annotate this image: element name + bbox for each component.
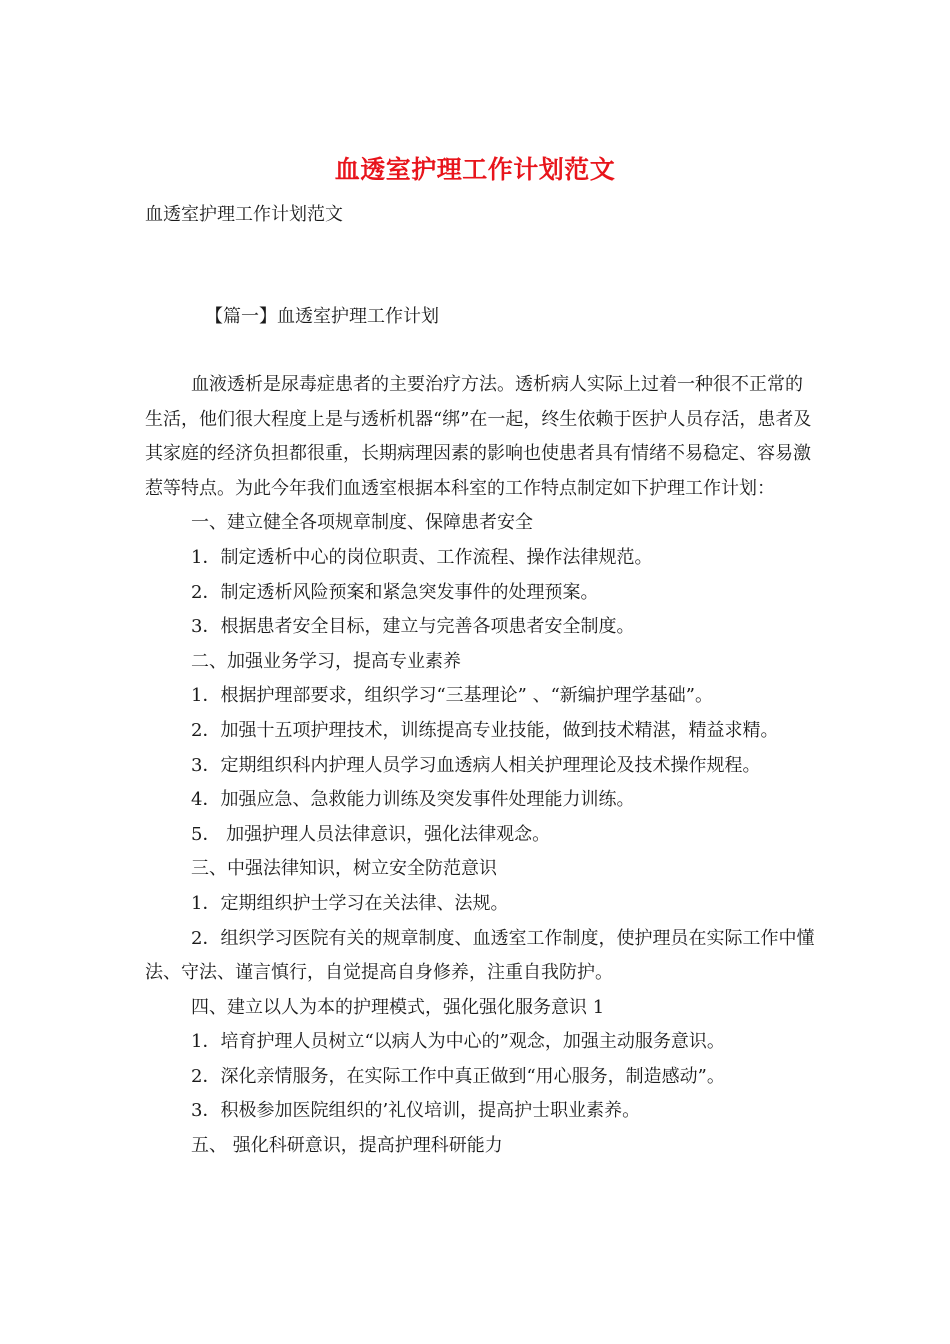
document-subtitle: 血透室护理工作计划范文 <box>145 204 343 225</box>
list-item: 5． 加强护理人员法律意识，强化法律观念。 <box>191 823 551 845</box>
list-item: 1．制定透析中心的岗位职责、工作流程、操作法律规范。 <box>191 546 653 568</box>
list-item: 1．根据护理部要求，组织学习“三基理论” 、“新编护理学基础”。 <box>191 685 713 707</box>
document-body <box>145 368 815 1164</box>
list-item: 2．组织学习医院有关的规章制度、血透室工作制度，使护理员在实际工作中懂法、守法、谨言慎行，自觉提高自身修养，注重自我防护。 <box>145 927 815 984</box>
document-title: 血透室护理工作计划范文 <box>334 155 616 184</box>
list-item: 3．根据患者安全目标，建立与完善各项患者安全制度。 <box>191 616 635 638</box>
list-item: 2．加强十五项护理技术，训练提高专业技能，做到技术精湛，精益求精。 <box>191 719 779 741</box>
heading-4: 四、建立以人为本的护理模式，强化强化服务意识 1 <box>191 996 605 1018</box>
list-item: 2．制定透析风险预案和紧急突发事件的处理预案。 <box>191 581 599 603</box>
heading-2: 二、加强业务学习，提高专业素养 <box>191 650 461 672</box>
list-item: 3．积极参加医院组织的’礼仪培训，提高护士职业素养。 <box>191 1100 641 1122</box>
list-item: 2．深化亲情服务，在实际工作中真正做到“用心服务，制造感动”。 <box>191 1065 725 1087</box>
list-item: 1．定期组织护士学习在关法律、法规。 <box>191 892 509 914</box>
intro-paragraph: 血液透析是尿毒症患者的主要治疗方法。透析病人实际上过着一种很不正常的生活，他们很大程度上是与透析机器“绑”在一起，终生依赖于医护人员存活，患者及其家庭的经济负担都很重，长期病理因素的影响也使患者具有情绪不易稳定、容易激惹等特点。为此今年我们血透室根据本科室的工作特点制定如下护理工作计划： <box>145 374 812 499</box>
heading-5: 五、 强化科研意识，提高护理科研能力 <box>191 1135 503 1157</box>
section-heading: 【篇一】血透室护理工作计划 <box>205 306 439 327</box>
heading-1: 一、建立健全各项规章制度、保障患者安全 <box>191 512 533 534</box>
list-item: 1．培育护理人员树立“以病人为中心的”观念，加强主动服务意识。 <box>191 1031 725 1053</box>
heading-3: 三、中强法律知识，树立安全防范意识 <box>191 858 497 880</box>
list-item: 3．定期组织科内护理人员学习血透病人相关护理理论及技术操作规程。 <box>191 754 761 776</box>
list-item: 4．加强应急、急救能力训练及突发事件处理能力训练。 <box>191 789 635 811</box>
